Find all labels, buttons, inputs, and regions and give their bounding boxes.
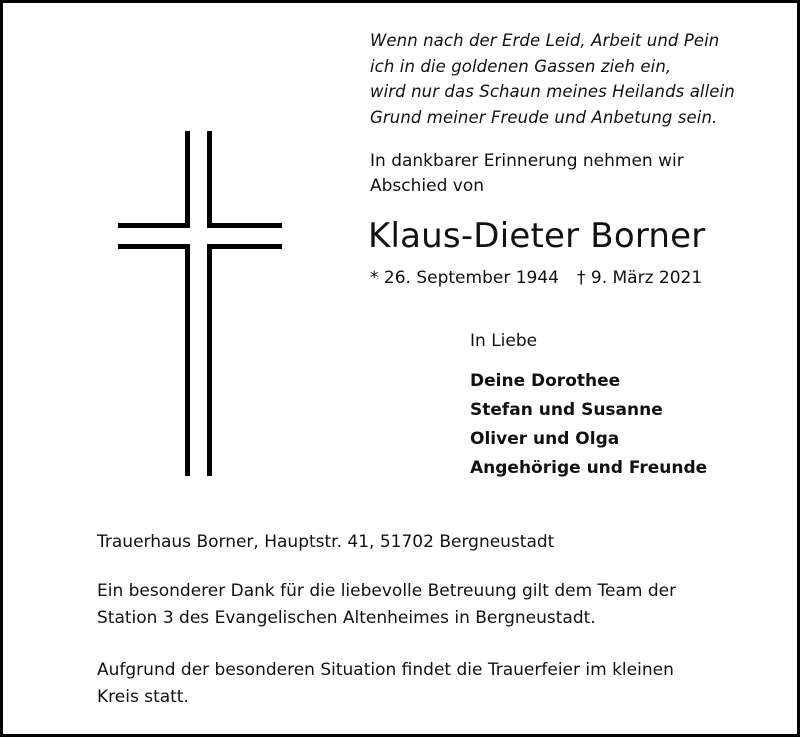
mourner-entry: Stefan und Susanne [470,400,663,420]
thanks-line: Ein besonderer Dank für die liebevolle Betreuung gilt dem Team der [97,581,677,601]
verse [370,28,735,130]
funeral-note [97,657,674,711]
mourner-entry: Deine Dorothee [470,371,621,391]
verse-line: ich in die goldenen Gassen zieh ein, [370,56,672,76]
birth-date: * 26. September 1944 [370,268,559,288]
note-line: Aufgrund der besonderen Situation findet die Trauerfeier im kleinen [97,660,674,680]
verse-line: Grund meiner Freude und Anbetung sein. [370,107,718,127]
thanks-paragraph [97,578,676,632]
mourning-address: Trauerhaus Borner, Hauptstr. 41, 51702 Bergneustadt [97,532,555,552]
life-dates [370,266,702,290]
in-liebe-label: In Liebe [470,331,538,351]
deceased-name: Klaus-Dieter Borner [368,216,706,256]
verse-line: Wenn nach der Erde Leid, Arbeit und Pein [370,31,720,50]
mourners-list [470,367,707,483]
thanks-line: Station 3 des Evangelischen Altenheimes in Bergneustadt. [97,608,596,628]
cross-icon [110,126,286,482]
intro-line: In dankbarer Erinnerung nehmen wir [370,151,684,171]
intro-text [370,149,684,199]
death-date: † 9. März 2021 [576,268,703,288]
mourner-entry: Angehörige und Freunde [470,458,708,478]
verse-line: wird nur das Schaun meines Heilands allein [370,82,735,101]
mourner-entry: Oliver und Olga [470,429,620,449]
note-line: Kreis statt. [97,687,189,707]
intro-line: Abschied von [370,176,485,196]
